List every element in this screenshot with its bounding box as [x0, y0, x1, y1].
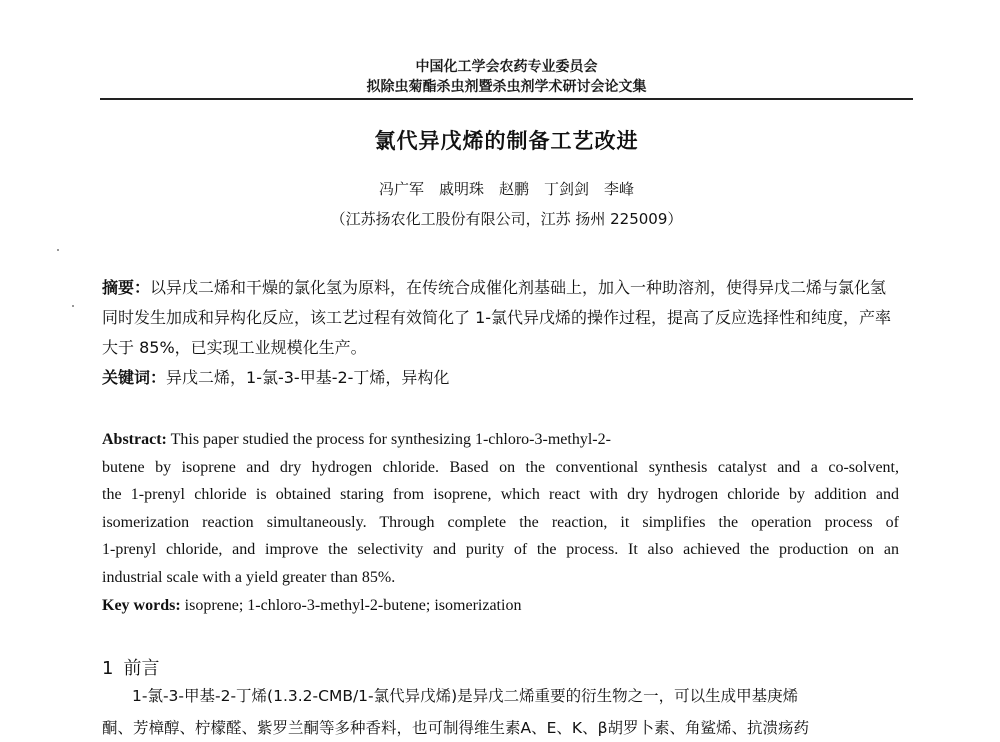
abstract-en [102, 426, 899, 619]
abstract-en-label: Abstract: [102, 431, 167, 448]
abstract-en-line-2: butene by isoprene and dry hydrogen chloride. Based on the conventional synthesis catalyst and a co-solvent, [102, 458, 899, 476]
section-body-line-2: 酮、芳樟醇、柠檬醛、紫罗兰酮等多种香料，也可制得维生素A、E、K、β胡罗卜素、角鲨烯、抗溃疡药 [102, 719, 809, 737]
abstract-cn-text: 以异戊二烯和干燥的氯化氢为原料，在传统合成催化剂基础上，加入一种助溶剂，使得异戊二烯与氯化氢同时发生加成和异构化反应，该工艺过程有效简化了 1-氯代异戊烯的操作过程，提高了反应选择性和纯度，产率大于 85%，已实现工业规模化生产。 [102, 278, 892, 357]
keywords-cn-text: 异戊二烯，1-氯-3-甲基-2-丁烯，异构化 [166, 368, 450, 387]
scan-speck [72, 305, 74, 307]
proceedings-header [100, 57, 913, 97]
scan-speck [57, 249, 59, 251]
keywords-cn [102, 366, 902, 390]
keywords-en-text: isoprene; 1-chloro-3-methyl-2-butene; isomerization [184, 596, 522, 614]
abstract-cn [102, 273, 902, 363]
section-number: 1 [102, 658, 114, 679]
abstract-en-line-5: 1-prenyl chloride, and improve the selectivity and purity of the process. It also achieved the production on an [102, 541, 899, 559]
abstract-en-line-1: This paper studied the process for synthesizing 1-chloro-3-methyl-2- [170, 431, 611, 448]
abstract-en-line [102, 426, 899, 454]
section-heading [102, 654, 159, 680]
abstract-cn-label: 摘要： [102, 278, 151, 297]
paper-title: 氯代异戊烯的制备工艺改进 [374, 129, 639, 153]
abstract-en-line-4: isomerization reaction simultaneously. Through complete the reaction, it simplifies the operation process of [102, 513, 899, 531]
author-list: 冯广军 戚明珠 赵鹏 丁剑剑 李峰 [378, 180, 634, 198]
abstract-en-line-3: the 1-prenyl chloride is obtained staring from isoprene, which react with dry hydrogen chloride by addition and [102, 486, 899, 504]
header-line-1: 中国化工学会农药专业委员会 [415, 59, 598, 75]
section-body-line-1: 1-氯-3-甲基-2-丁烯(1.3.2-CMB/1-氯代异戊烯)是异戊二烯重要的衍生物之一，可以生成甲基庚烯 [132, 687, 799, 705]
abstract-en-line-6: industrial scale with a yield greater than 85%. [102, 568, 396, 586]
keywords-en [102, 592, 899, 620]
keywords-en-label: Key words: [102, 596, 181, 614]
section-body [102, 680, 902, 742]
section-title-text: 前言 [123, 658, 160, 679]
keywords-cn-label: 关键词： [102, 368, 167, 387]
affiliation: （江苏扬农化工股份有限公司，江苏 扬州 225009） [330, 210, 683, 228]
header-rule [100, 98, 913, 100]
header-line-2: 拟除虫菊酯杀虫剂暨杀虫剂学术研讨会论文集 [366, 79, 647, 95]
